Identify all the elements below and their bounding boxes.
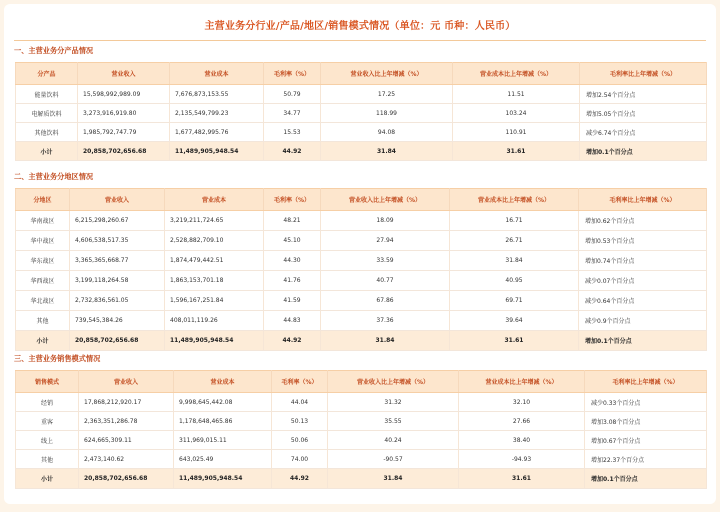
table-cell: 311,969,015.11 [174, 431, 272, 450]
table-cell: 74.00 [272, 450, 328, 469]
table-cell: 增加0.1个百分点 [579, 331, 707, 351]
section-title-sales-mode: 三、主营业务销售模式情况 [14, 354, 101, 363]
table-total-row [16, 469, 707, 489]
table-cell: 31.84 [328, 469, 459, 489]
table-cell: 624,665,309.11 [79, 431, 174, 450]
table-cell: 电解质饮料 [16, 104, 78, 123]
table-cell: 40.24 [328, 431, 459, 450]
table-cell: 小计 [16, 142, 78, 161]
table-cell: 31.61 [450, 331, 579, 351]
table-cell: 增加2.54个百分点 [580, 85, 707, 104]
table-cell: 1,596,167,251.84 [165, 291, 264, 311]
table-cell: 31.84 [321, 331, 450, 351]
table-cell: 其他饮料 [16, 123, 78, 142]
table-cell: 38.40 [459, 431, 585, 450]
table-cell: 增加0.1个百分点 [585, 469, 707, 489]
table-cell: 50.06 [272, 431, 328, 450]
title-divider [14, 40, 706, 41]
table-row [16, 251, 707, 271]
sales-mode-table [15, 370, 707, 489]
table-row [16, 231, 707, 251]
column-header: 毛利率（%） [264, 189, 321, 211]
column-header: 毛利率比上年增减（%） [585, 371, 707, 393]
column-header: 营业收入 [78, 63, 170, 85]
table-cell: 17.25 [321, 85, 453, 104]
table-cell: 增加0.53个百分点 [579, 231, 707, 251]
table-cell: 20,858,702,656.68 [79, 469, 174, 489]
table-cell: 增加5.05个百分点 [580, 104, 707, 123]
table-cell: 3,219,211,724.65 [165, 211, 264, 231]
table-total-row [16, 331, 707, 351]
table-cell: 44.92 [264, 331, 321, 351]
page-title: 主营业务分行业/产品/地区/销售模式情况（单位：元 币种：人民币） [204, 21, 516, 32]
table-cell: 增加0.67个百分点 [585, 431, 707, 450]
table-total-row [16, 142, 707, 161]
table-row [16, 271, 707, 291]
table-cell: 15.53 [264, 123, 321, 142]
table-cell: 48.21 [264, 211, 321, 231]
table-cell: 69.71 [450, 291, 579, 311]
table-cell: 31.61 [453, 142, 580, 161]
table-cell: 华南战区 [16, 211, 70, 231]
table-cell: 减少0.07个百分点 [579, 271, 707, 291]
table-cell: 32.10 [459, 393, 585, 412]
column-header: 营业成本比上年增减（%） [450, 189, 579, 211]
table-cell: 1,178,648,465.86 [174, 412, 272, 431]
table-cell: 小计 [16, 469, 79, 489]
table-cell: 31.61 [459, 469, 585, 489]
column-header: 销售模式 [16, 371, 79, 393]
table-cell: 2,135,549,799.23 [170, 104, 264, 123]
table-cell: 31.32 [328, 393, 459, 412]
table-cell: 50.13 [272, 412, 328, 431]
table-cell: 18.09 [321, 211, 450, 231]
table-cell: 华东战区 [16, 251, 70, 271]
table-cell: 67.86 [321, 291, 450, 311]
table-cell: 增加22.37个百分点 [585, 450, 707, 469]
table-cell: 4,606,538,517.35 [70, 231, 165, 251]
table-cell: 1,677,482,995.76 [170, 123, 264, 142]
table-cell: 27.66 [459, 412, 585, 431]
table-cell: 11,489,905,948.54 [165, 331, 264, 351]
table-cell: 2,528,882,709.10 [165, 231, 264, 251]
table-row [16, 393, 707, 412]
table-cell: 增加3.08个百分点 [585, 412, 707, 431]
product-table [15, 62, 707, 161]
table-cell: 110.91 [453, 123, 580, 142]
table-cell: 33.59 [321, 251, 450, 271]
table-cell: 1,863,153,701.18 [165, 271, 264, 291]
table-cell: 27.94 [321, 231, 450, 251]
column-header: 毛利率比上年增减（%） [580, 63, 707, 85]
table-cell: 118.99 [321, 104, 453, 123]
report-card [4, 4, 716, 504]
column-header: 营业成本 [174, 371, 272, 393]
table-cell: 44.30 [264, 251, 321, 271]
table-cell: 小计 [16, 331, 70, 351]
table-cell: 增加0.62个百分点 [579, 211, 707, 231]
table-cell: 经销 [16, 393, 79, 412]
table-cell: 16.71 [450, 211, 579, 231]
table-row [16, 431, 707, 450]
table-cell: 44.92 [272, 469, 328, 489]
table-cell: 41.76 [264, 271, 321, 291]
table-cell: 其他 [16, 450, 79, 469]
column-header: 营业收入 [70, 189, 165, 211]
table-cell: 45.10 [264, 231, 321, 251]
table-cell: 华北战区 [16, 291, 70, 311]
table-header-row [16, 371, 707, 393]
column-header: 毛利率（%） [264, 63, 321, 85]
table-row [16, 104, 707, 123]
column-header: 营业收入比上年增减（%） [321, 189, 450, 211]
table-cell: 34.77 [264, 104, 321, 123]
table-cell: 6,215,298,260.67 [70, 211, 165, 231]
column-header: 营业收入比上年增减（%） [328, 371, 459, 393]
table-header-row [16, 189, 707, 211]
table-cell: 华中战区 [16, 231, 70, 251]
table-cell: 17,868,212,920.17 [79, 393, 174, 412]
table-cell: 其他 [16, 311, 70, 331]
table-cell: -94.93 [459, 450, 585, 469]
table-cell: 40.77 [321, 271, 450, 291]
column-header: 分产品 [16, 63, 78, 85]
table-cell: 减少0.64个百分点 [579, 291, 707, 311]
column-header: 分地区 [16, 189, 70, 211]
section-title-product: 一、主营业务分产品情况 [14, 46, 94, 55]
table-cell: 3,365,365,668.77 [70, 251, 165, 271]
table-cell: 31.84 [450, 251, 579, 271]
table-cell: 减少0.9个百分点 [579, 311, 707, 331]
table-cell: 35.55 [328, 412, 459, 431]
table-cell: 26.71 [450, 231, 579, 251]
table-cell: 华西战区 [16, 271, 70, 291]
table-cell: 能量饮料 [16, 85, 78, 104]
table-row [16, 123, 707, 142]
table-cell: 20,858,702,656.68 [70, 331, 165, 351]
table-cell: 9,998,645,442.08 [174, 393, 272, 412]
column-header: 营业成本比上年增减（%） [459, 371, 585, 393]
table-cell: 103.24 [453, 104, 580, 123]
table-cell: 408,011,119.26 [165, 311, 264, 331]
column-header: 营业成本比上年增减（%） [453, 63, 580, 85]
table-row [16, 291, 707, 311]
table-cell: 线上 [16, 431, 79, 450]
column-header: 营业收入 [79, 371, 174, 393]
table-cell: 20,858,702,656.68 [78, 142, 170, 161]
column-header: 毛利率（%） [272, 371, 328, 393]
table-cell: 3,273,916,919.80 [78, 104, 170, 123]
table-cell: 2,363,351,286.78 [79, 412, 174, 431]
section-title-region: 二、主营业务分地区情况 [14, 172, 94, 181]
table-cell: 15,598,992,989.09 [78, 85, 170, 104]
table-header-row [16, 63, 707, 85]
table-cell: 94.08 [321, 123, 453, 142]
table-cell: 重客 [16, 412, 79, 431]
table-cell: -90.57 [328, 450, 459, 469]
table-cell: 3,199,118,264.58 [70, 271, 165, 291]
table-cell: 1,985,792,747.79 [78, 123, 170, 142]
column-header: 营业收入比上年增减（%） [321, 63, 453, 85]
table-cell: 44.92 [264, 142, 321, 161]
table-cell: 减少0.33个百分点 [585, 393, 707, 412]
region-table [15, 188, 707, 351]
table-cell: 增加0.1个百分点 [580, 142, 707, 161]
table-row [16, 211, 707, 231]
table-cell: 11,489,905,948.54 [174, 469, 272, 489]
column-header: 营业成本 [165, 189, 264, 211]
table-cell: 1,874,479,442.51 [165, 251, 264, 271]
table-cell: 44.83 [264, 311, 321, 331]
table-cell: 2,473,140.62 [79, 450, 174, 469]
column-header: 营业成本 [170, 63, 264, 85]
table-cell: 50.79 [264, 85, 321, 104]
table-cell: 11.51 [453, 85, 580, 104]
table-cell: 643,025.49 [174, 450, 272, 469]
table-row [16, 412, 707, 431]
table-cell: 739,545,384.26 [70, 311, 165, 331]
table-cell: 31.84 [321, 142, 453, 161]
table-row [16, 450, 707, 469]
table-cell: 44.04 [272, 393, 328, 412]
table-cell: 11,489,905,948.54 [170, 142, 264, 161]
table-cell: 40.95 [450, 271, 579, 291]
table-cell: 减少6.74个百分点 [580, 123, 707, 142]
table-cell: 7,676,873,153.55 [170, 85, 264, 104]
table-row [16, 85, 707, 104]
table-cell: 37.36 [321, 311, 450, 331]
table-row [16, 311, 707, 331]
table-cell: 2,732,836,561.05 [70, 291, 165, 311]
table-cell: 39.64 [450, 311, 579, 331]
table-cell: 增加0.74个百分点 [579, 251, 707, 271]
table-cell: 41.59 [264, 291, 321, 311]
column-header: 毛利率比上年增减（%） [579, 189, 707, 211]
